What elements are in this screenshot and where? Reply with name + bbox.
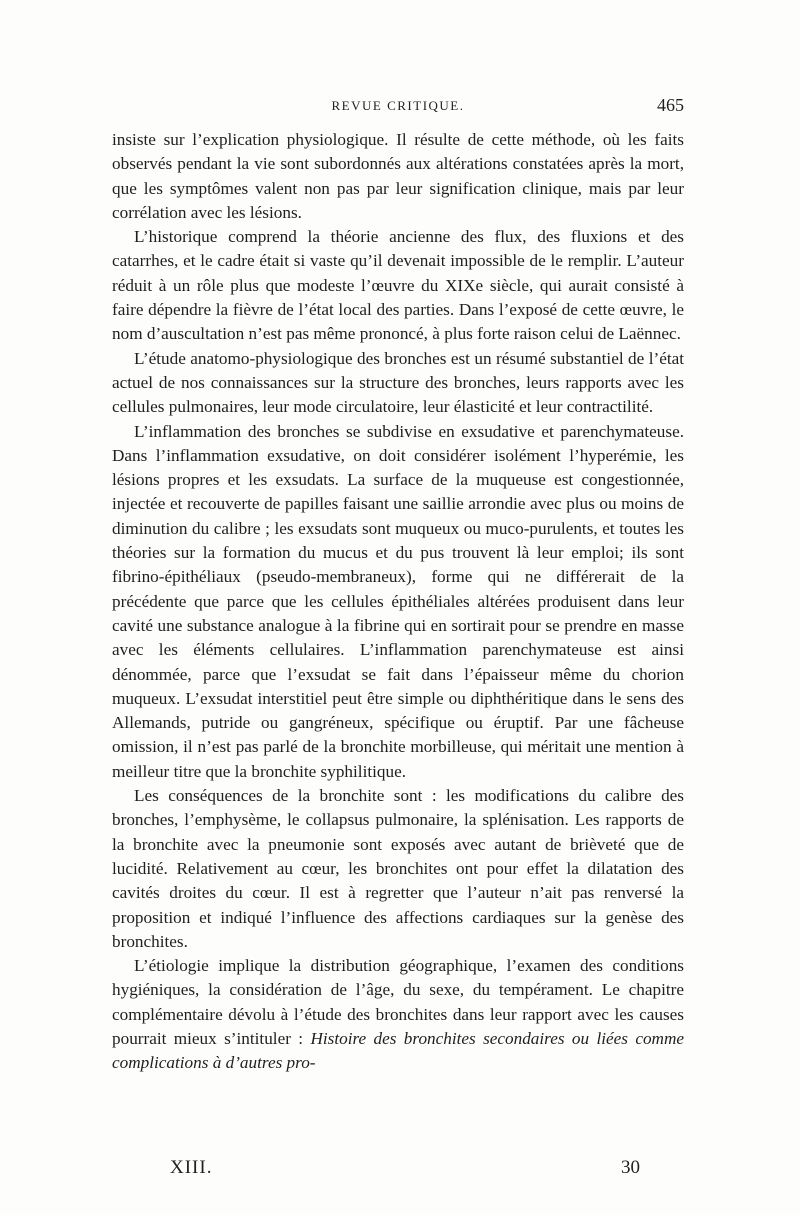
paragraph-5: Les conséquences de la bronchite sont : les modifications du calibre des bronches, l’emphysème, le collapsus pulmonaire, la splénisation. Les rapports de la bronchite avec la pneumonie sont exposés avec autant de brièveté que de lucidité. Relativement au cœur, les bronchites ont pour effet la dilatation des cavités droites du cœur. Il est à regretter que l’auteur n’ait pas renversé la proposition et indiqué l’influence des affections cardiaques sur la genèse des bronchites. <box>112 786 684 951</box>
paragraph-2: L’historique comprend la théorie ancienne des flux, des fluxions et des catarrhes, et le cadre était si vaste qu’il devenait impossible de le remplir. L’auteur réduit à un rôle plus que modeste l’œuvre du XIXe siècle, qui aurait consisté à faire dépendre la fièvre de l’état local des parties. Dans l’exposé de cette œuvre, le nom d’auscultation n’est pas même prononcé, à plus forte raison celui de Laënnec. <box>112 227 684 344</box>
paragraph-6-text: L’étiologie implique la distribution géographique, l’examen des conditions hygiéniques, la considération de l’âge, du sexe, du tempérament. Le chapitre complémentaire dévolu à l’étude des bronchites dans leur rapport avec les causes pourrait mieux s’intituler : <box>112 956 684 1048</box>
running-title: REVUE CRITIQUE. <box>331 98 465 113</box>
body-text <box>112 128 684 1076</box>
page-number: 465 <box>657 95 684 115</box>
paragraph-4: L’inflammation des bronches se subdivise en exsudative et parenchymateuse. Dans l’inflammation exsudative, on doit considérer isolément l’hyperémie, les lésions propres et les exsudats. La surface de la muqueuse est congestionnée, injectée et recouverte de papilles faisant une saillie arrondie avec plus ou moins de diminution du calibre ; les exsudats sont muqueux ou muco-purulents, et toutes les théories sur la formation du mucus et du pus trouvent là leur emploi; ils sont fibrino-épithéliaux (pseudo-membraneux), forme qui ne différerait de la précédente que parce que les cellules épithéliales altérées produisent dans leur cavité une substance analogue à la fibrine qui en sortirait pour se prendre en masse avec les éléments cellulaires. L’inflammation parenchymateuse est ainsi dénommée, parce que l’exsudat se fait dans l’épaisseur même du chorion muqueux. L’exsudat interstitiel peut être simple ou diphthéritique dans le sens des Allemands, putride ou gangréneux, spécifique ou éruptif. Par une fâcheuse omission, il n’est pas parlé de la bronchite morbilleuse, qui méritait une mention à meilleur titre que la bronchite syphilitique. <box>112 421 684 781</box>
sheet-number: 30 <box>621 1157 640 1178</box>
signature-mark: XIII. <box>170 1157 213 1178</box>
page-footer <box>140 1157 640 1183</box>
paragraph-6-italic-text: Histoire des bronchites secondaires ou liées comme complications à d’autres pro- <box>112 1028 685 1073</box>
paragraph-6 <box>112 954 684 1075</box>
paragraph-3: L’étude anatomo-physiologique des bronches est un résumé substantiel de l’état actuel de nos connaissances sur la structure des bronches, leurs rapports avec les cellules pulmonaires, leur mode circulatoire, leur élasticité et leur contractilité. <box>112 348 684 417</box>
running-head <box>112 95 684 122</box>
paragraph-1: insiste sur l’explication physiologique. Il résulte de cette méthode, où les faits observés pendant la vie sont subordonnés aux altérations constatées après la mort, que les symptômes valent non pas par leur signification clinique, mais par leur corrélation avec les lésions. <box>112 130 684 222</box>
